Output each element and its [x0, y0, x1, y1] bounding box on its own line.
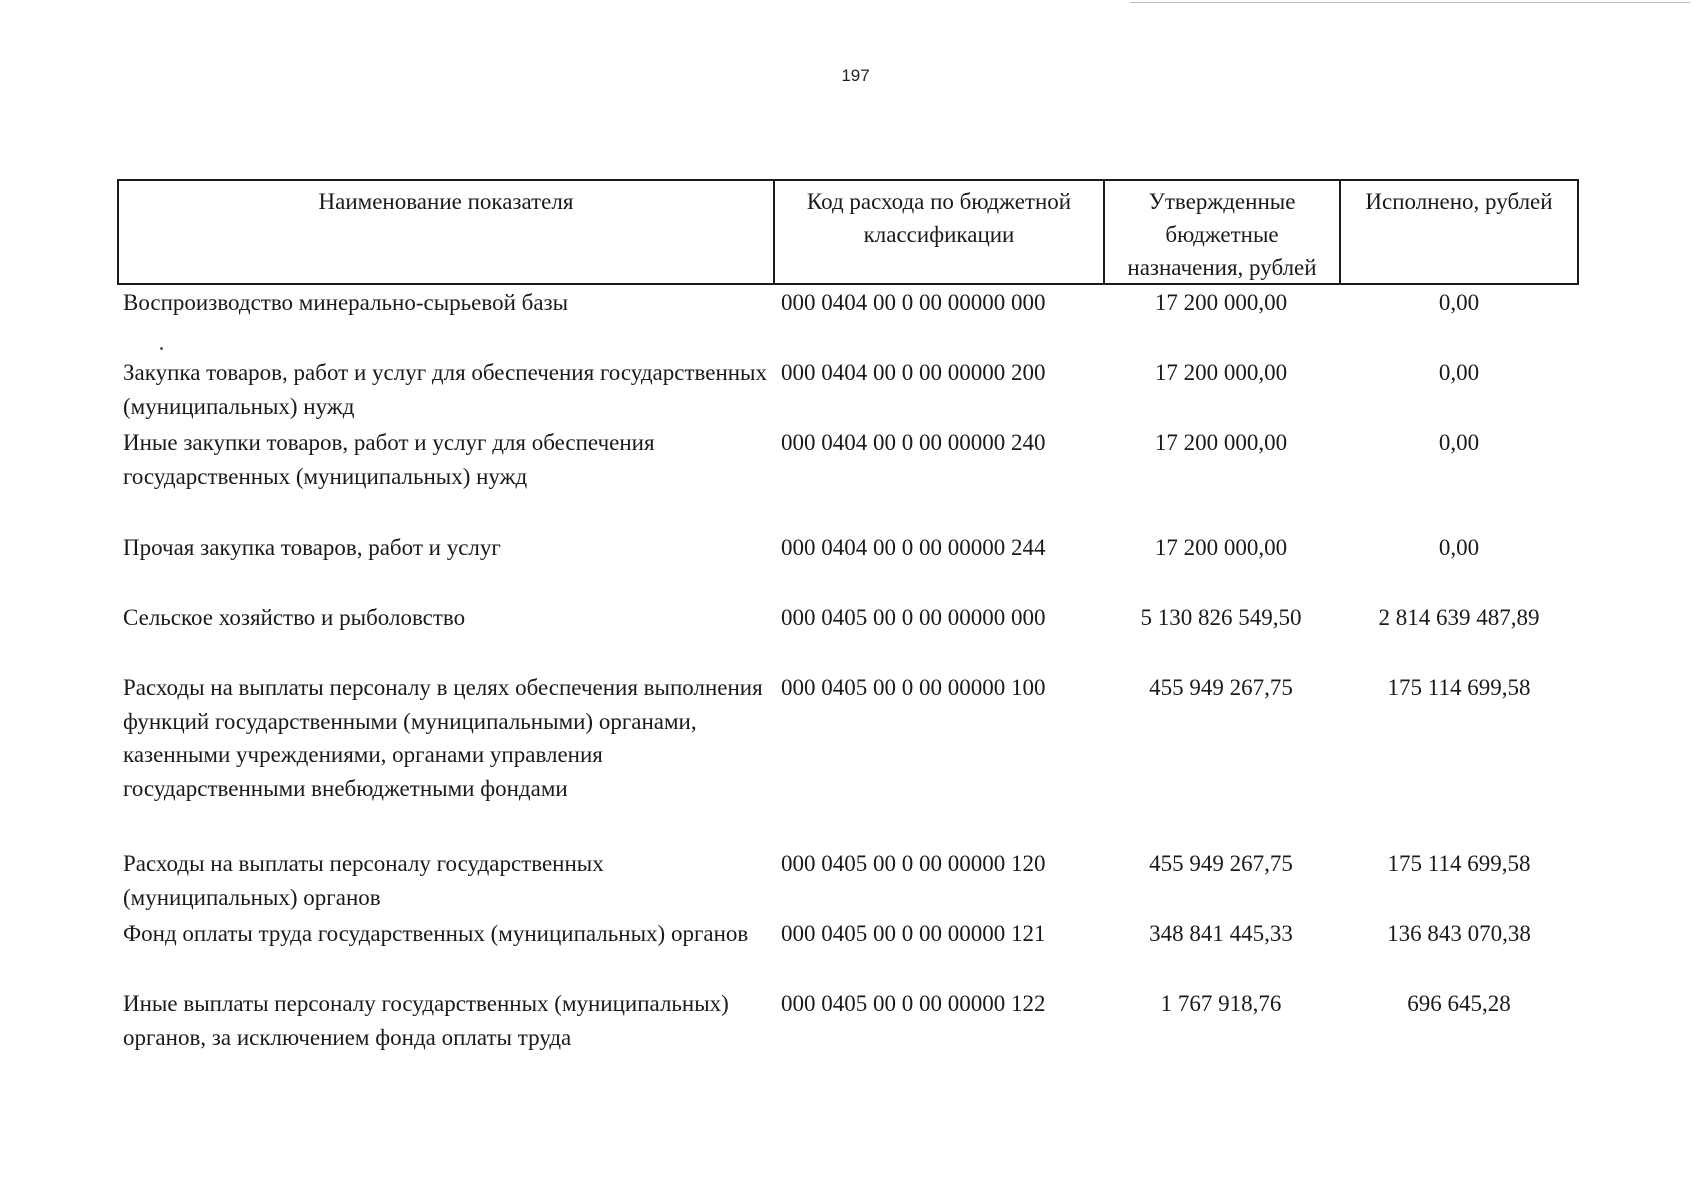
row-approved: 348 841 445,33: [1149, 921, 1293, 946]
row-executed: 2 814 639 487,89: [1378, 605, 1540, 630]
row-code: 000 0405 00 0 00 00000 122: [781, 991, 1046, 1016]
row-name: Иные закупки товаров, работ и услуг для обеспечения государственных (муниципальных) нужд: [123, 430, 655, 489]
row-approved: 17 200 000,00: [1154, 430, 1288, 455]
row-executed: 0,00: [1438, 360, 1480, 385]
row-code: 000 0405 00 0 00 00000 000: [781, 605, 1046, 630]
row-code: 000 0405 00 0 00 00000 121: [781, 921, 1046, 946]
row-approved: 455 949 267,75: [1149, 851, 1293, 876]
header-name: Наименование показателя: [119, 181, 775, 283]
page-number: 197: [841, 66, 870, 85]
row-name: Расходы на выплаты персоналу в целях обеспечения выполнения функций государственными (муниципальными) органами, казенными учреждениями, органами управления государственными внебюджетными фондами: [123, 675, 763, 801]
scan-speck: [160, 347, 163, 350]
row-code: 000 0404 00 0 00 00000 244: [781, 535, 1046, 560]
row-approved: 17 200 000,00: [1154, 360, 1288, 385]
row-approved: 1 767 918,76: [1160, 991, 1282, 1016]
row-executed: 0,00: [1438, 430, 1480, 455]
scan-top-rule: [1130, 2, 1690, 3]
header-approved: Утвержденные бюджетные назначения, рублей: [1105, 181, 1341, 283]
row-executed: 136 843 070,38: [1387, 921, 1531, 946]
row-name: Закупка товаров, работ и услуг для обеспечения государственных (муниципальных) нужд: [123, 360, 768, 419]
row-approved: 5 130 826 549,50: [1140, 605, 1302, 630]
row-name: Сельское хозяйство и рыболовство: [123, 605, 466, 630]
row-name: Иные выплаты персоналу государственных (муниципальных) органов, за исключением фонда оплаты труда: [123, 991, 729, 1050]
row-code: 000 0404 00 0 00 00000 240: [781, 430, 1046, 455]
row-executed: 0,00: [1438, 290, 1480, 315]
row-executed: 0,00: [1438, 535, 1480, 560]
row-code: 000 0404 00 0 00 00000 000: [781, 290, 1046, 315]
row-name: Воспроизводство минерально-сырьевой базы: [123, 290, 569, 315]
row-approved: 17 200 000,00: [1154, 535, 1288, 560]
row-executed: 175 114 699,58: [1387, 851, 1531, 876]
row-executed: 696 645,28: [1407, 991, 1511, 1016]
row-name: Расходы на выплаты персоналу государственных (муниципальных) органов: [123, 851, 604, 910]
table-header: [117, 179, 1579, 285]
row-approved: 17 200 000,00: [1154, 290, 1288, 315]
row-code: 000 0404 00 0 00 00000 200: [781, 360, 1046, 385]
row-code: 000 0405 00 0 00 00000 100: [781, 675, 1046, 700]
row-approved: 455 949 267,75: [1149, 675, 1293, 700]
header-executed: Исполнено, рублей: [1365, 189, 1553, 214]
row-name: Фонд оплаты труда государственных (муниципальных) органов: [123, 921, 749, 946]
row-name: Прочая закупка товаров, работ и услуг: [123, 535, 501, 560]
row-executed: 175 114 699,58: [1387, 675, 1531, 700]
header-code: Код расхода по бюджетной классификации: [775, 181, 1105, 283]
row-code: 000 0405 00 0 00 00000 120: [781, 851, 1046, 876]
